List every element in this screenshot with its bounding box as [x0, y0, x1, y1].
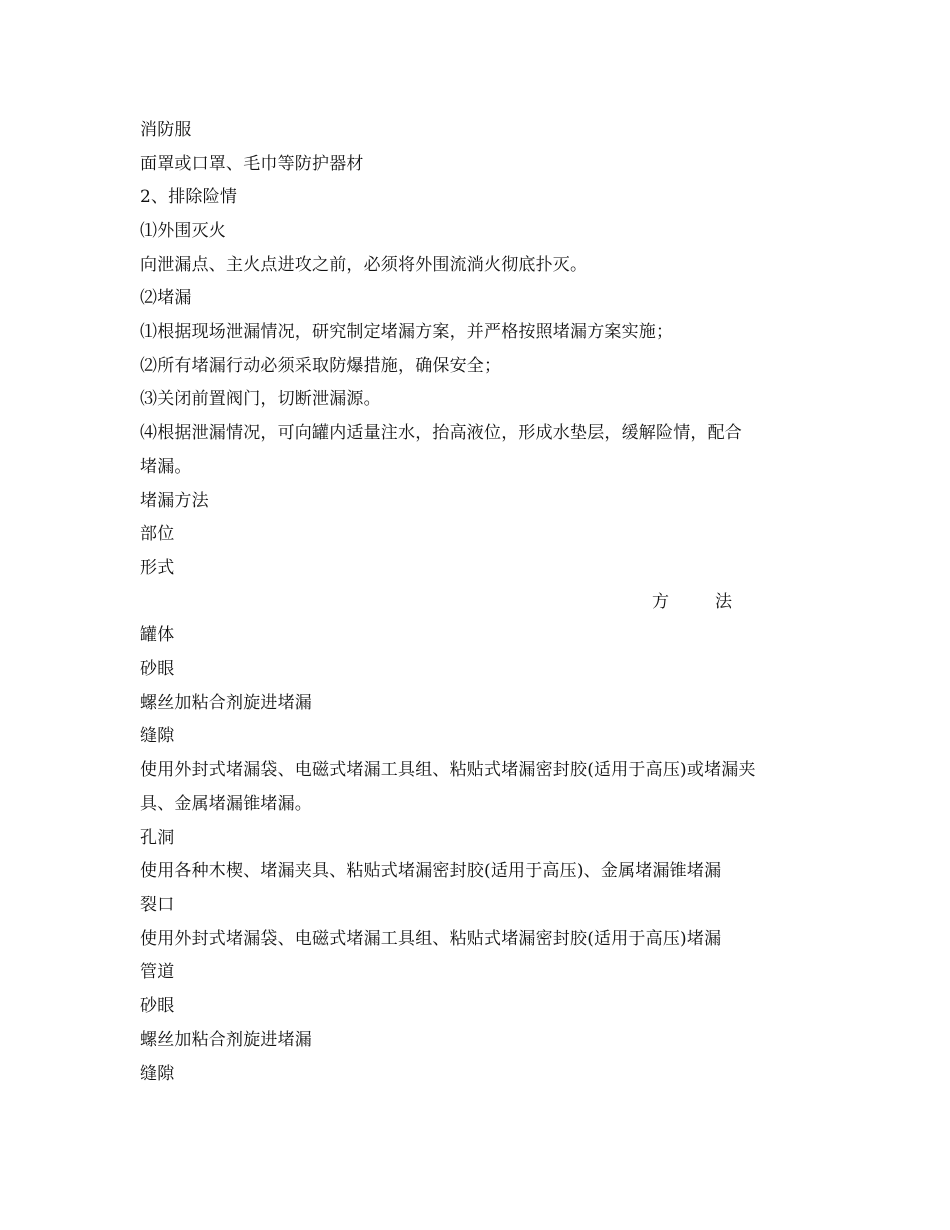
table-cell: 螺丝加粘合剂旋进堵漏: [140, 1030, 312, 1050]
table-cell: 裂口: [140, 895, 175, 915]
table-header-cell: 部位: [140, 524, 175, 544]
method-heading-char: 法: [715, 592, 732, 612]
table-cell: 孔洞: [140, 828, 175, 848]
table-cell: 砂眼: [140, 996, 175, 1016]
text-line: ⑵所有堵漏行动必须采取防爆措施，确保安全；: [140, 356, 502, 376]
subsection-heading: ⑴外围灭火: [140, 221, 226, 241]
table-cell: 使用外封式堵漏袋、电磁式堵漏工具组、粘贴式堵漏密封胶(适用于高压)或堵漏夹: [140, 760, 756, 780]
table-cell: 砂眼: [140, 659, 175, 679]
table-cell: 缝隙: [140, 726, 175, 746]
section-heading: 2、排除险情: [140, 187, 238, 207]
subsection-heading: ⑵堵漏: [140, 288, 192, 308]
table-header-cell: 形式: [140, 558, 175, 578]
table-cell: 螺丝加粘合剂旋进堵漏: [140, 693, 312, 713]
text-line: 堵漏。: [140, 457, 192, 477]
table-cell: 管道: [140, 962, 175, 982]
text-line: ⑴根据现场泄漏情况，研究制定堵漏方案，并严格按照堵漏方案实施；: [140, 322, 674, 342]
text-line: 消防服: [140, 120, 192, 140]
text-line: ⑷根据泄漏情况，可向罐内适量注水，抬高液位，形成水垫层，缓解险情，配合: [140, 423, 742, 443]
text-line: 向泄漏点、主火点进攻之前，必须将外围流淌火彻底扑灭。: [140, 255, 588, 275]
table-cell: 使用各种木楔、堵漏夹具、粘贴式堵漏密封胶(适用于高压)、金属堵漏锥堵漏: [140, 861, 722, 881]
text-line: 堵漏方法: [140, 491, 209, 511]
table-cell: 使用外封式堵漏袋、电磁式堵漏工具组、粘贴式堵漏密封胶(适用于高压)堵漏: [140, 929, 722, 949]
text-line: ⑶关闭前置阀门，切断泄漏源。: [140, 389, 381, 409]
method-column-heading: [652, 591, 732, 613]
table-cell: 缝隙: [140, 1064, 175, 1084]
table-cell: 具、金属堵漏锥堵漏。: [140, 794, 312, 814]
table-cell: 罐体: [140, 625, 175, 645]
text-line: 面罩或口罩、毛巾等防护器材: [140, 154, 364, 174]
method-heading-char: 方: [652, 592, 669, 612]
